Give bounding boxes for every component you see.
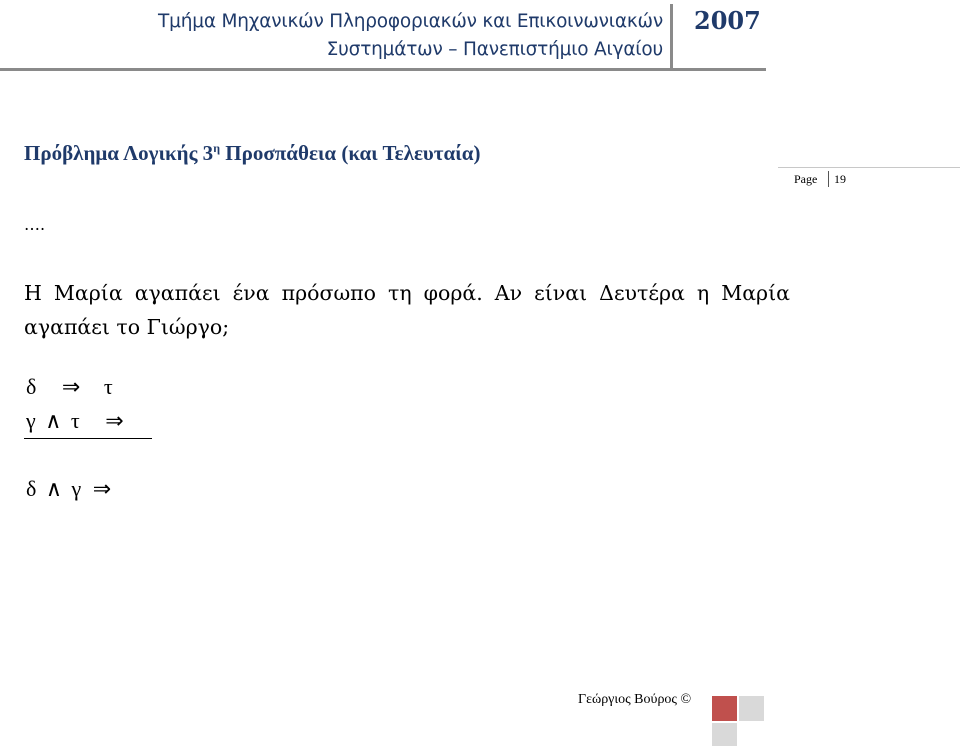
header-department bbox=[66, 8, 663, 64]
header-separator bbox=[670, 4, 673, 70]
logic-line-1 bbox=[26, 374, 113, 400]
section-title-superscript: η bbox=[213, 141, 221, 155]
logic-symbol: γ bbox=[71, 476, 82, 501]
header-department-line2: Συστημάτων – Πανεπιστήμιο Αιγαίου bbox=[326, 39, 663, 60]
header-department-line1: Τμήμα Μηχανικών Πληροφοριακών και Επικοινωνιακών bbox=[158, 11, 663, 32]
and-symbol: ∧ bbox=[45, 476, 62, 501]
footer-author: Γεώργιος Βούρος © bbox=[578, 692, 692, 707]
page-number: 19 bbox=[834, 172, 846, 186]
footer-square-gray bbox=[712, 723, 737, 746]
section-title-main: Πρόβλημα Λογικής 3 bbox=[24, 141, 214, 165]
inference-rule-line bbox=[24, 438, 152, 439]
logic-symbol: δ bbox=[26, 476, 37, 501]
logic-symbol: τ bbox=[70, 408, 80, 433]
page-header bbox=[0, 0, 766, 70]
implies-symbol: ⇒ bbox=[61, 374, 81, 399]
logic-symbol: γ bbox=[26, 408, 36, 433]
footer-square-red bbox=[712, 696, 737, 721]
footer-square-gray bbox=[739, 696, 764, 721]
logic-symbol: τ bbox=[103, 374, 113, 399]
section-title bbox=[24, 141, 480, 166]
section-title-rest: Προσπάθεια (και Τελευταία) bbox=[220, 141, 481, 165]
ellipsis: …. bbox=[24, 215, 46, 234]
page-separator bbox=[828, 171, 829, 187]
implies-symbol: ⇒ bbox=[92, 476, 112, 501]
and-symbol: ∧ bbox=[45, 408, 62, 433]
implies-symbol: ⇒ bbox=[105, 408, 124, 433]
logic-line-2 bbox=[26, 408, 124, 434]
header-rule bbox=[0, 68, 766, 71]
problem-paragraph: Η Μαρία αγαπάει ένα πρόσωπο τη φορά. Αν είναι Δευτέρα η Μαρία αγαπάει το Γιώργο; bbox=[24, 281, 790, 339]
logic-line-3 bbox=[26, 476, 111, 502]
logic-symbol: δ bbox=[26, 374, 37, 399]
page-number-box bbox=[778, 167, 960, 190]
page-label: Page bbox=[794, 172, 818, 186]
header-year: 2007 bbox=[694, 6, 761, 35]
